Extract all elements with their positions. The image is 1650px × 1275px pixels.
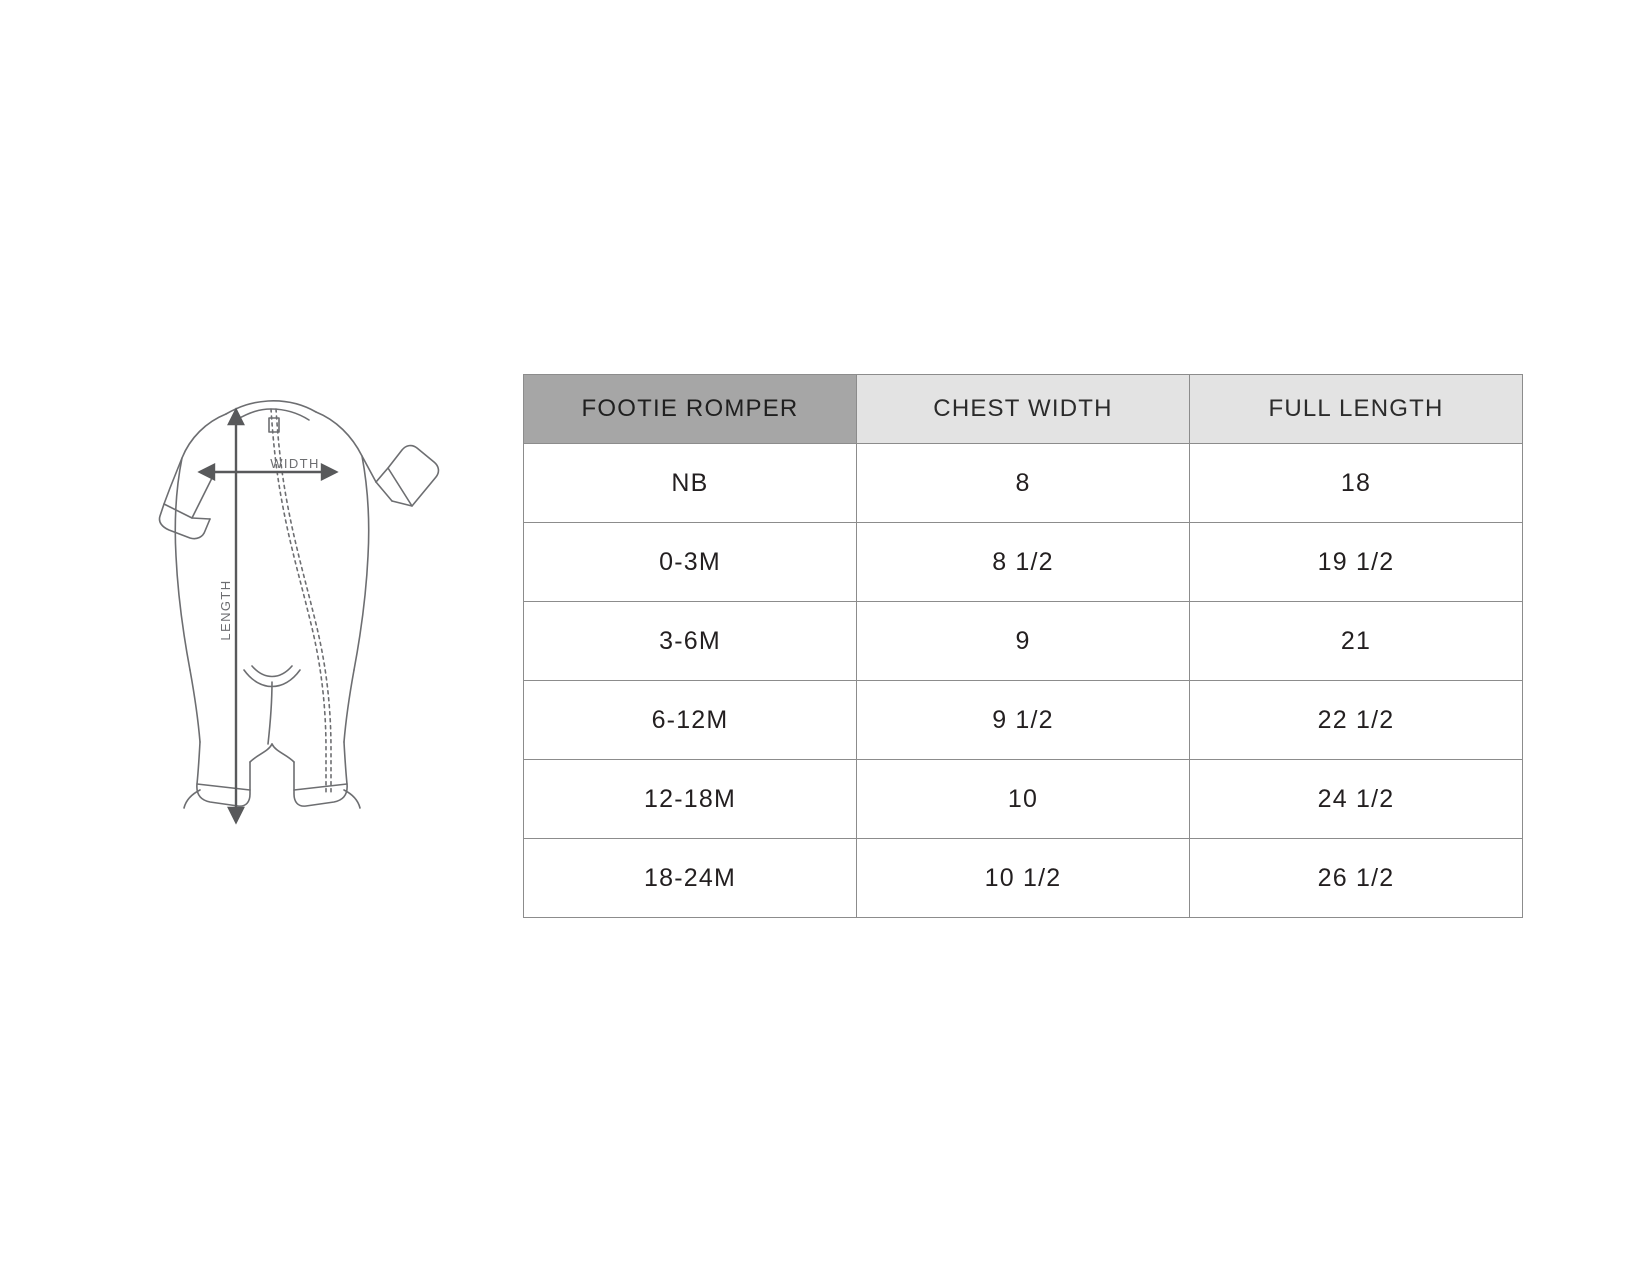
column-header-size: FOOTIE ROMPER bbox=[524, 375, 857, 444]
length-label: LENGTH bbox=[218, 579, 233, 641]
column-header-chest-width: CHEST WIDTH bbox=[857, 375, 1190, 444]
table-header bbox=[524, 375, 1523, 444]
table-header-row bbox=[524, 375, 1523, 444]
cell-chest-width: 9 bbox=[857, 602, 1190, 681]
cell-size: 18-24M bbox=[524, 839, 857, 918]
table-row bbox=[524, 760, 1523, 839]
cell-full-length: 24 1/2 bbox=[1190, 760, 1523, 839]
garment-illustration bbox=[140, 370, 450, 870]
cell-size: 12-18M bbox=[524, 760, 857, 839]
table-row bbox=[524, 444, 1523, 523]
cell-chest-width: 8 1/2 bbox=[857, 523, 1190, 602]
cell-size: 3-6M bbox=[524, 602, 857, 681]
size-chart-table bbox=[523, 374, 1523, 918]
cell-size: NB bbox=[524, 444, 857, 523]
table-row bbox=[524, 839, 1523, 918]
cell-chest-width: 9 1/2 bbox=[857, 681, 1190, 760]
cell-full-length: 18 bbox=[1190, 444, 1523, 523]
column-header-full-length: FULL LENGTH bbox=[1190, 375, 1523, 444]
table-row bbox=[524, 681, 1523, 760]
cell-full-length: 22 1/2 bbox=[1190, 681, 1523, 760]
table-body bbox=[524, 444, 1523, 918]
width-label: WIDTH bbox=[270, 456, 320, 471]
cell-full-length: 26 1/2 bbox=[1190, 839, 1523, 918]
cell-chest-width: 8 bbox=[857, 444, 1190, 523]
cell-size: 0-3M bbox=[524, 523, 857, 602]
cell-size: 6-12M bbox=[524, 681, 857, 760]
cell-chest-width: 10 1/2 bbox=[857, 839, 1190, 918]
table-row bbox=[524, 523, 1523, 602]
table-row bbox=[524, 602, 1523, 681]
cell-full-length: 19 1/2 bbox=[1190, 523, 1523, 602]
cell-full-length: 21 bbox=[1190, 602, 1523, 681]
cell-chest-width: 10 bbox=[857, 760, 1190, 839]
